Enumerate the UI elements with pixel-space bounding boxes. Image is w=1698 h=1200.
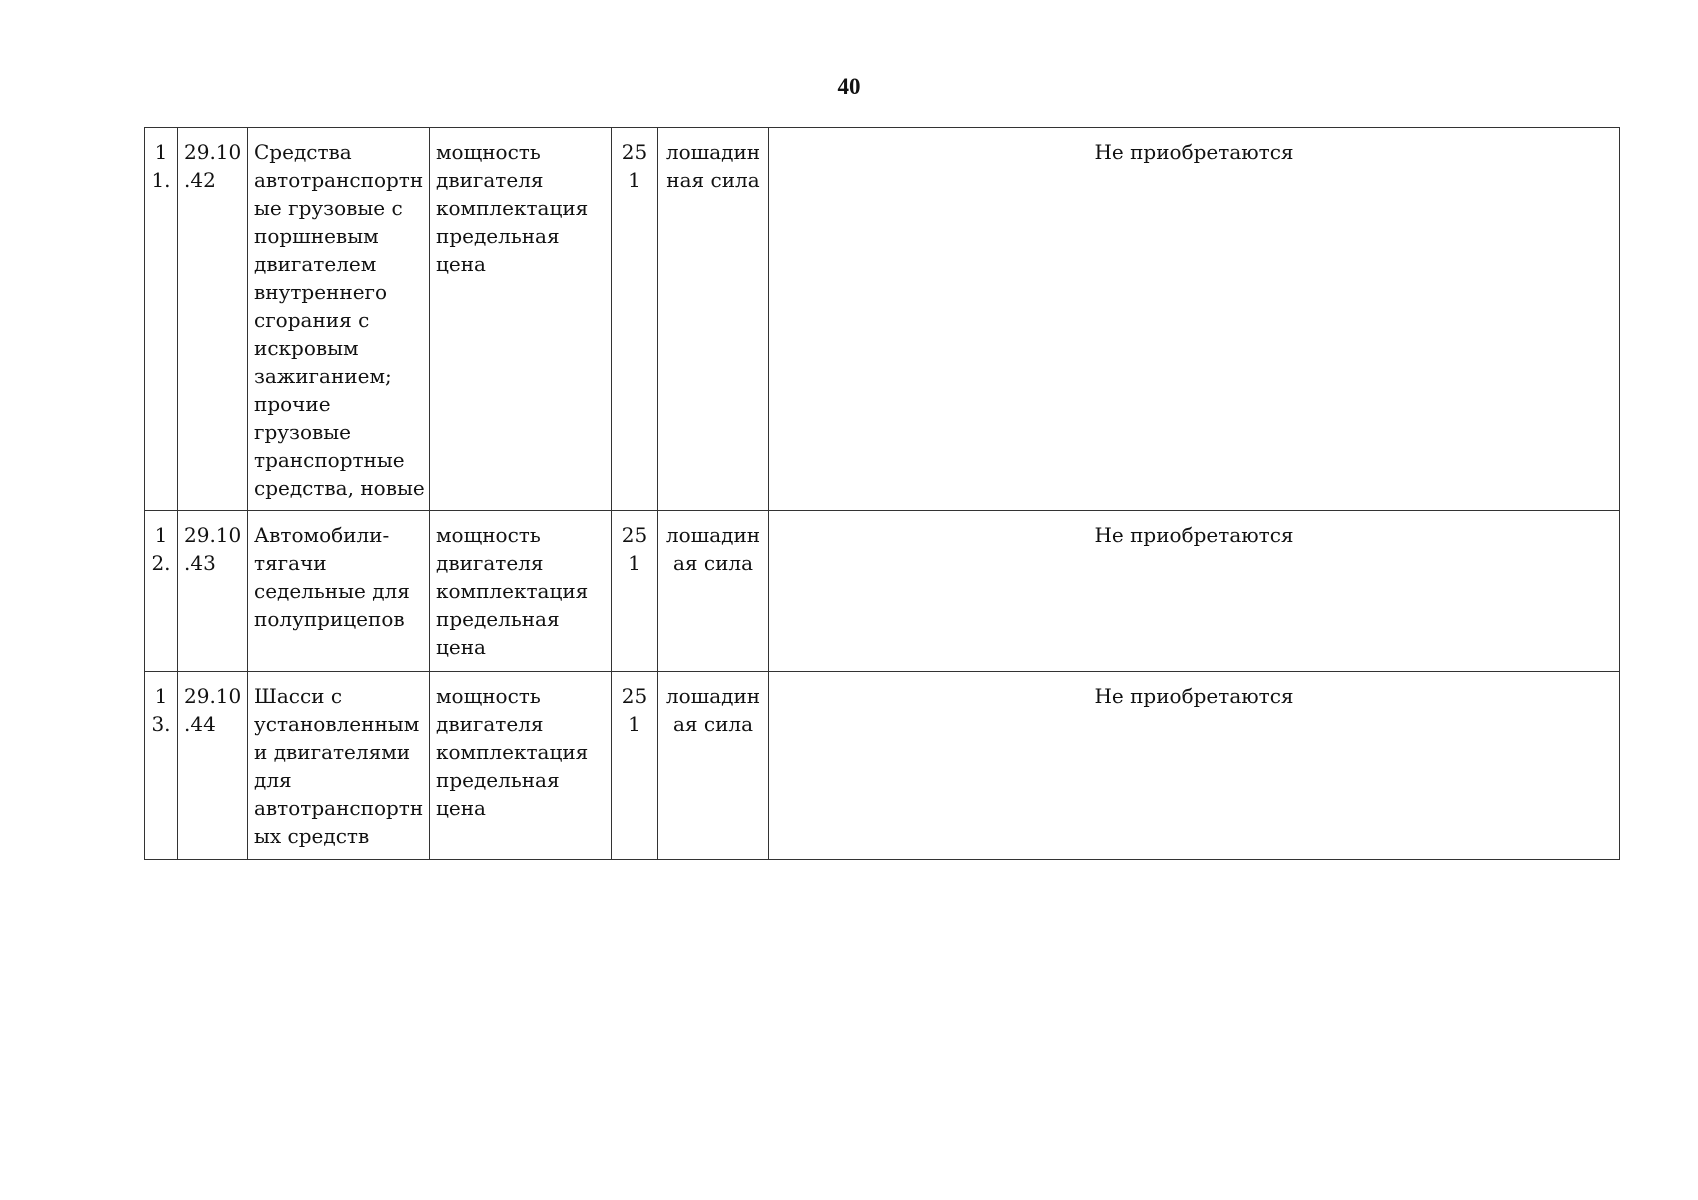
cell-text-line: лошадин — [665, 523, 761, 547]
cell-text-line: 1 — [154, 684, 168, 708]
cell-text-line: мощность — [436, 523, 541, 547]
cell-text-line: цена — [436, 635, 486, 659]
cell-text-line: Средства — [254, 140, 352, 164]
status-merged-cell: Не приобретаются — [769, 128, 1620, 511]
okei-code-cell — [612, 672, 658, 860]
cell-text-line: 2. — [151, 551, 171, 575]
cell-text-line: комплектация — [436, 579, 589, 603]
cell-text-line: полуприцепов — [254, 607, 405, 631]
cell-text-line: автотранспортн — [254, 168, 424, 192]
cell-text-line: предельная — [436, 224, 560, 248]
cell-text-line: ые грузовые с — [254, 196, 403, 220]
unit-name-cell — [658, 128, 769, 511]
cell-text-line: внутреннего — [254, 280, 388, 304]
characteristics-cell — [430, 672, 612, 860]
cell-text-line: предельная — [436, 768, 560, 792]
cell-text-line: Шасси с — [254, 684, 343, 708]
characteristics-cell — [430, 128, 612, 511]
okpd-code-cell — [178, 128, 248, 511]
okpd-code-cell — [178, 511, 248, 672]
table-row — [145, 672, 1620, 860]
cell-text-line: 1. — [151, 168, 171, 192]
status-merged-cell: Не приобретаются — [769, 672, 1620, 860]
cell-text-line: прочие — [254, 392, 331, 416]
cell-text-line: комплектация — [436, 740, 589, 764]
cell-text-line: средства, новые — [254, 476, 425, 500]
item-name-cell — [248, 128, 430, 511]
procurement-table — [144, 127, 1620, 860]
cell-text-line: двигателя — [436, 551, 544, 575]
cell-text-line: двигателем — [254, 252, 377, 276]
cell-text-line: 1 — [154, 140, 168, 164]
cell-text-line: искровым — [254, 336, 359, 360]
cell-text-line: комплектация — [436, 196, 589, 220]
item-name-cell — [248, 672, 430, 860]
okei-code-cell — [612, 511, 658, 672]
cell-text-line: зажиганием; — [254, 364, 392, 388]
cell-text-line: 29.10 — [184, 523, 242, 547]
cell-text-line: 1 — [628, 712, 641, 736]
cell-text-line: 25 — [621, 523, 648, 547]
row-number-cell — [145, 672, 178, 860]
cell-text-line: 25 — [621, 684, 648, 708]
cell-text-line: цена — [436, 252, 486, 276]
cell-text-line: ая сила — [672, 712, 754, 736]
cell-text-line: .42 — [184, 168, 216, 192]
cell-text-line: лошадин — [665, 684, 761, 708]
cell-text-line: .44 — [184, 712, 216, 736]
cell-text-line: двигателя — [436, 168, 544, 192]
cell-text-line: 29.10 — [184, 140, 242, 164]
cell-text-line: грузовые — [254, 420, 352, 444]
cell-text-line: ая сила — [672, 551, 754, 575]
cell-text-line: 29.10 — [184, 684, 242, 708]
cell-text-line: 1 — [628, 168, 641, 192]
cell-text-line: ная сила — [666, 168, 760, 192]
characteristics-cell — [430, 511, 612, 672]
cell-text-line: Автомобили- — [254, 523, 390, 547]
cell-text-line: 25 — [621, 140, 648, 164]
cell-text-line: тягачи — [254, 551, 327, 575]
item-name-cell — [248, 511, 430, 672]
cell-text-line: 1 — [154, 523, 168, 547]
cell-text-line: 1 — [628, 551, 641, 575]
cell-text-line: транспортные — [254, 448, 405, 472]
okpd-code-cell — [178, 672, 248, 860]
table-row — [145, 511, 1620, 672]
cell-text-line: седельные для — [254, 579, 410, 603]
table-row — [145, 128, 1620, 511]
cell-text-line: для — [254, 768, 292, 792]
cell-text-line: автотранспортн — [254, 796, 424, 820]
status-merged-cell: Не приобретаются — [769, 511, 1620, 672]
row-number-cell — [145, 511, 178, 672]
cell-text-line: сгорания с — [254, 308, 370, 332]
unit-name-cell — [658, 672, 769, 860]
cell-text-line: и двигателями — [254, 740, 411, 764]
okei-code-cell — [612, 128, 658, 511]
cell-text-line: цена — [436, 796, 486, 820]
cell-text-line: .43 — [184, 551, 216, 575]
page-number: 40 — [837, 74, 861, 99]
cell-text-line: двигателя — [436, 712, 544, 736]
cell-text-line: мощность — [436, 684, 541, 708]
cell-text-line: 3. — [151, 712, 171, 736]
cell-text-line: мощность — [436, 140, 541, 164]
cell-text-line: поршневым — [254, 224, 379, 248]
cell-text-line: установленным — [254, 712, 420, 736]
unit-name-cell — [658, 511, 769, 672]
table-body — [145, 128, 1620, 860]
cell-text-line: ых средств — [254, 824, 370, 848]
cell-text-line: лошадин — [665, 140, 761, 164]
cell-text-line: предельная — [436, 607, 560, 631]
row-number-cell — [145, 128, 178, 511]
